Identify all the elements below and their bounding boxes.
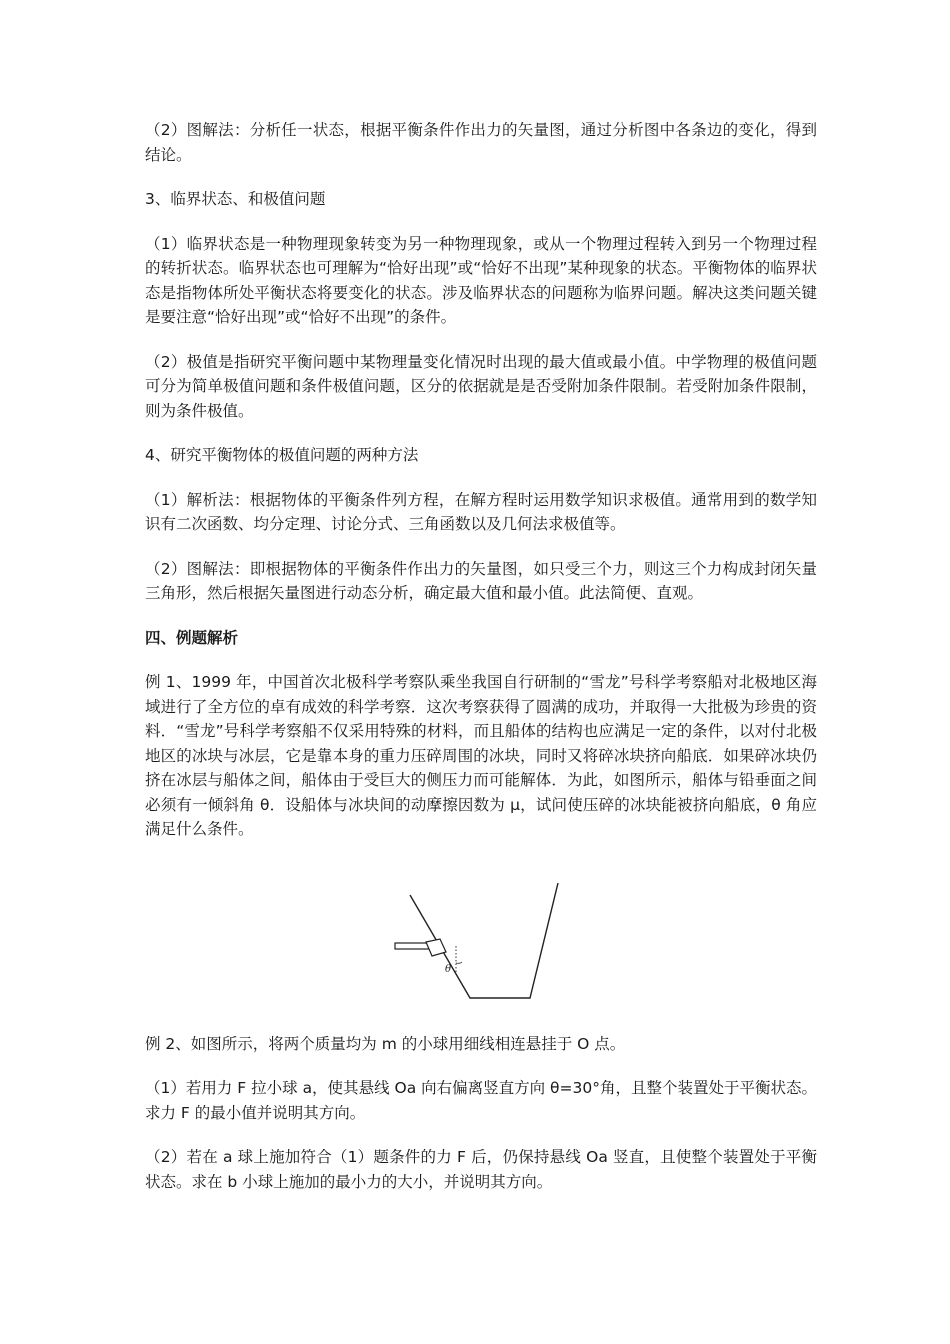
paragraph-extreme-value: （2）极值是指研究平衡问题中某物理量变化情况时出现的最大值或最小值。中学物理的极值问题可分为简单极值问题和条件极值问题，区分的依据就是是否受附加条件限制。若受附加条件限制，则为条件极值。 — [145, 352, 817, 420]
heading-critical-state: 3、临界状态、和极值问题 — [145, 190, 326, 208]
ice-slab — [395, 943, 431, 949]
example-2-part-2: （2）若在 a 球上施加符合（1）题条件的力 F 后，仍保持悬线 Oa 竖直，且使整个装置处于平衡状态。求在 b 小球上施加的最小力的大小，并说明其方向。 — [145, 1148, 817, 1191]
angle-theta-label: θ — [445, 963, 452, 975]
angle-arc — [456, 962, 462, 963]
ship-hull-figure — [145, 860, 817, 1010]
paragraph-critical-state: （1）临界状态是一种物理现象转变为另一种物理现象，或从一个物理过程转入到另一个物理过程的转折状态。临界状态也可理解为“恰好出现”或“恰好不出现”某种现象的状态。平衡物体的临界状态是指物体所处平衡状态将要变化的状态。涉及临界状态的问题称为临界问题。解决这类问题关键是要注意“恰好出现”或“恰好不出现”的条件。 — [145, 234, 817, 326]
heading-two-methods: 4、研究平衡物体的极值问题的两种方法 — [145, 446, 419, 464]
example-2-text: 例 2、如图所示，将两个质量均为 m 的小球用细线相连悬挂于 O 点。 — [145, 1034, 626, 1053]
paragraph-graphic-method-2: （2）图解法：即根据物体的平衡条件作出力的矢量图，如只受三个力，则这三个力构成封闭矢量三角形，然后根据矢量图进行动态分析，确定最大值和最小值。此法简便、直观。 — [145, 559, 817, 602]
document-page — [145, 118, 817, 1214]
ship-hull-diagram — [390, 860, 570, 1010]
section-title-examples: 四、例题解析 — [145, 628, 239, 647]
example-2-part-1: （1）若用力 F 拉小球 a，使其悬线 Oa 向右偏离竖直方向 θ=30°角，且整个装置处于平衡状态。求力 F 的最小值并说明其方向。 — [145, 1079, 817, 1122]
paragraph-analytic-method: （1）解析法：根据物体的平衡条件列方程，在解方程时运用数学知识求极值。通常用到的数学知识有二次函数、均分定理、讨论分式、三角函数以及几何法求极值等。 — [145, 490, 817, 533]
paragraph-graphic-method-1: （2）图解法：分析任一状态，根据平衡条件作出力的矢量图，通过分析图中各条边的变化，得到结论。 — [145, 121, 817, 164]
ice-block — [426, 939, 446, 956]
example-1-text: 例 1、1999 年，中国首次北极科学考察队乘坐我国自行研制的“雪龙”号科学考察船对北极地区海域进行了全方位的卓有成效的科学考察．这次考察获得了圆满的成功，并取得一大批极为珍贵的资料．“雪龙”号科学考察船不仅采用特殊的材料，而且船体的结构也应满足一定的条件，以对付北极地区的冰块与冰层，它是靠本身的重力压碎周围的冰块，同时又将碎冰块挤向船底．如果碎冰块仍挤在冰层与船体之间，船体由于受巨大的侧压力而可能解体．为此，如图所示，船体与铅垂面之间必须有一倾斜角 θ．设船体与冰块间的动摩擦因数为 μ，试问使压碎的冰块能被挤向船底，θ 角应满足什么条件。 — [145, 673, 817, 838]
